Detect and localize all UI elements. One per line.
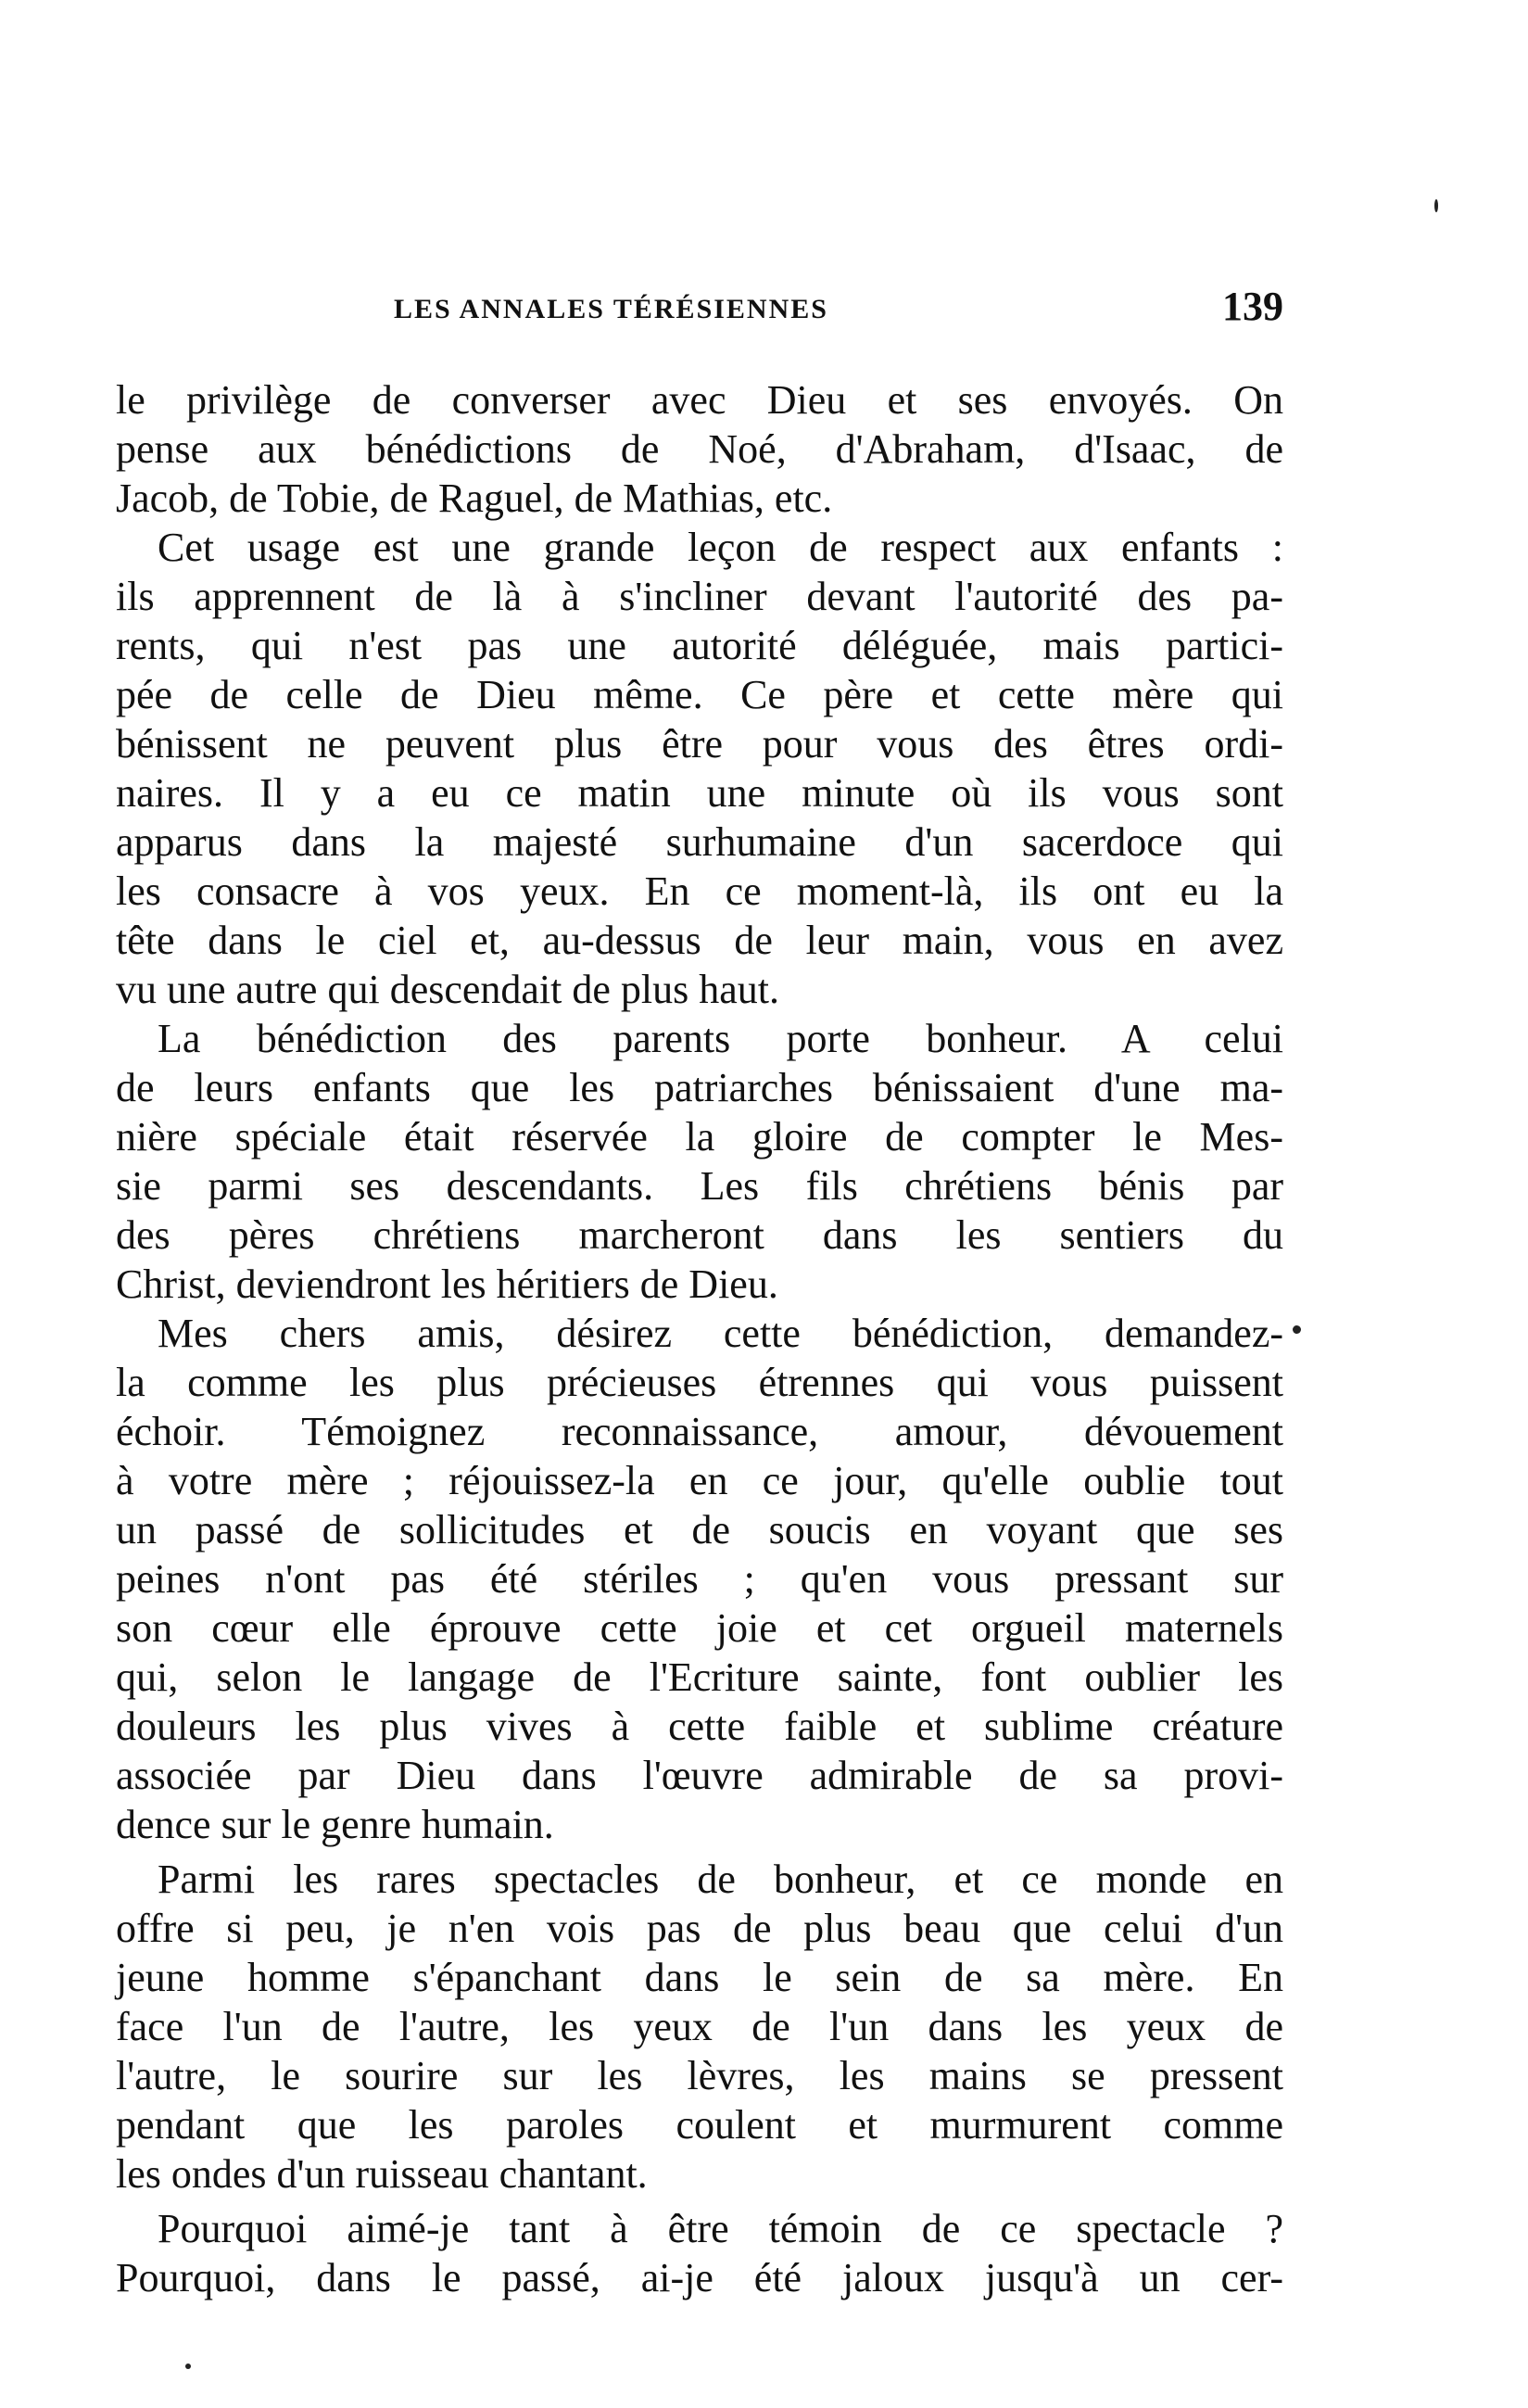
page-number: 139 [1222,284,1283,329]
page-header [116,283,1283,338]
text-body [116,375,1283,2302]
text-line: les consacre à vos yeux. En ce moment-là, ils ont eu la [116,868,1283,914]
text-line: peines n'ont pas été stériles ; qu'en vous pressant sur [116,1556,1283,1602]
text-line: pée de celle de Dieu même. Ce père et cette mère qui [116,672,1283,717]
paragraph-2 [116,523,1283,1014]
text-line: Pourquoi, dans le passé, ai-je été jaloux jusqu'à un cer- [116,2255,1283,2300]
paragraph-1 [116,375,1283,523]
text-line: rents, qui n'est pas une autorité déléguée, mais partici- [116,623,1283,668]
text-line: dence sur le genre humain. [116,1802,554,1847]
text-line: vu une autre qui descendait de plus haut. [116,967,780,1012]
text-line: des pères chrétiens marcheront dans les sentiers du [116,1212,1283,1258]
text-line: Christ, deviendront les héritiers de Dieu. [116,1261,778,1307]
text-line: ils apprennent de là à s'incliner devant l'autorité des pa- [116,574,1283,619]
text-line: un passé de sollicitudes et de soucis en voyant que ses [116,1507,1283,1553]
scan-speck [185,2364,191,2369]
text-line: tête dans le ciel et, au-dessus de leur main, vous en avez [116,918,1283,963]
text-line: pense aux bénédictions de Noé, d'Abraham, d'Isaac, de [116,426,1283,472]
text-line: la comme les plus précieuses étrennes qui vous puissent [116,1360,1283,1405]
paragraph-5 [116,1855,1283,2199]
text-line: qui, selon le langage de l'Ecriture sainte, font oublier les [116,1654,1283,1700]
text-line: Cet usage est une grande leçon de respect aux enfants : [158,525,1283,570]
paragraph-3 [116,1014,1283,1309]
running-title: LES ANNALES TÉRÉSIENNES [394,294,828,324]
scan-speck [1434,199,1438,212]
text-line: jeune homme s'épanchant dans le sein de sa mère. En [116,1955,1283,2000]
text-line: offre si peu, je n'en vois pas de plus beau que celui d'un [116,1906,1283,1951]
text-line: Parmi les rares spectacles de bonheur, et ce monde en [158,1857,1283,1902]
text-line: douleurs les plus vives à cette faible et sublime créature [116,1704,1283,1749]
text-line: Jacob, de Tobie, de Raguel, de Mathias, etc. [116,475,833,521]
text-line: de leurs enfants que les patriarches bénissaient d'une ma- [116,1065,1283,1110]
paragraph-6 [116,2204,1283,2302]
text-line: apparus dans la majesté surhumaine d'un sacerdoce qui [116,819,1283,865]
text-line: le privilège de converser avec Dieu et ses envoyés. On [116,377,1283,423]
text-line: naires. Il y a eu ce matin une minute où ils vous sont [116,770,1283,816]
text-line: l'autre, le sourire sur les lèvres, les mains se pressent [116,2053,1283,2098]
text-line: Pourquoi aimé-je tant à être témoin de ce spectacle ? [158,2206,1283,2251]
text-line: à votre mère ; réjouissez-la en ce jour, qu'elle oublie tout [116,1458,1283,1503]
scan-speck [1293,1325,1301,1334]
text-line: les ondes d'un ruisseau chantant. [116,2151,648,2197]
text-line: son cœur elle éprouve cette joie et cet orgueil maternels [116,1605,1283,1651]
text-line: nière spéciale était réservée la gloire de compter le Mes- [116,1114,1283,1160]
text-line: Mes chers amis, désirez cette bénédiction, demandez- [158,1311,1283,1356]
text-line: La bénédiction des parents porte bonheur. A celui [158,1016,1283,1061]
text-line: bénissent ne peuvent plus être pour vous des êtres ordi- [116,721,1283,767]
text-line: sie parmi ses descendants. Les fils chrétiens bénis par [116,1163,1283,1209]
text-line: associée par Dieu dans l'œuvre admirable de sa provi- [116,1753,1283,1798]
paragraph-4 [116,1309,1283,1849]
text-line: pendant que les paroles coulent et murmurent comme [116,2102,1283,2148]
text-line: face l'un de l'autre, les yeux de l'un dans les yeux de [116,2004,1283,2049]
text-line: échoir. Témoignez reconnaissance, amour, dévouement [116,1409,1283,1454]
